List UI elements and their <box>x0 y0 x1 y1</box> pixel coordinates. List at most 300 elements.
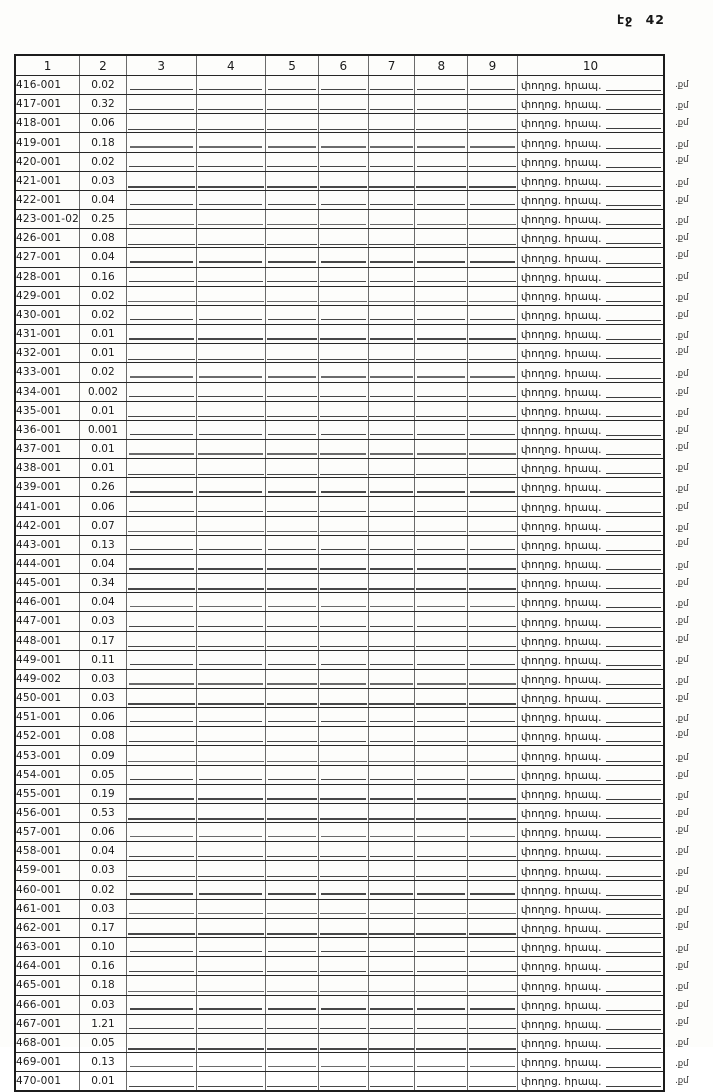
note-cell <box>517 497 664 516</box>
blank-dash <box>369 818 413 819</box>
empty-cell <box>318 190 368 209</box>
note-text: փողոց. հրապ. <box>520 252 602 265</box>
empty-cell <box>468 267 518 286</box>
empty-cell <box>415 918 468 937</box>
blank-dash <box>198 166 263 167</box>
unit-label: .քմ <box>675 118 689 129</box>
empty-cell <box>468 823 518 842</box>
blank-dash <box>469 933 516 934</box>
area-value-cell: 0.04 <box>80 593 127 612</box>
empty-cell <box>126 459 196 478</box>
note-underline <box>606 914 662 915</box>
note-cell <box>517 439 664 458</box>
area-value-cell: 0.53 <box>80 803 127 822</box>
empty-cell <box>318 459 368 478</box>
area-value-cell: 0.05 <box>80 765 127 784</box>
empty-cell <box>368 995 415 1014</box>
table-row <box>15 861 712 880</box>
parcel-code-cell: 465-001 <box>15 976 80 995</box>
empty-cell <box>196 1033 266 1052</box>
note-underline <box>606 492 662 493</box>
empty-cell <box>415 95 468 114</box>
empty-cell <box>415 267 468 286</box>
empty-cell <box>196 305 266 324</box>
blank-dash <box>320 798 366 799</box>
note-cell <box>517 746 664 765</box>
empty-cell <box>318 976 368 995</box>
empty-cell <box>318 1033 368 1052</box>
empty-cell <box>468 842 518 861</box>
blank-dash <box>320 281 366 282</box>
blank-dash <box>416 703 466 704</box>
note-cell <box>517 1072 664 1092</box>
blank-dash <box>198 626 263 627</box>
blank-dash <box>370 204 412 205</box>
empty-cell <box>196 554 266 573</box>
blank-dash <box>267 703 317 704</box>
empty-cell <box>318 823 368 842</box>
unit-label: .քմ <box>675 233 689 244</box>
unit-label: .քմ <box>675 961 689 972</box>
blank-dash <box>417 281 466 282</box>
empty-cell <box>415 478 468 497</box>
table-row <box>15 267 712 286</box>
unit-label: .քմ <box>675 693 689 704</box>
parcel-code-cell: 457-001 <box>15 823 80 842</box>
empty-cell <box>415 938 468 957</box>
parcel-code-cell: 429-001 <box>15 286 80 305</box>
blank-dash <box>320 568 366 569</box>
blank-dash <box>417 798 466 799</box>
empty-cell <box>468 554 518 573</box>
blank-dash <box>470 951 515 952</box>
empty-cell <box>415 325 468 344</box>
unit-label: .քմ <box>675 424 689 435</box>
empty-cell <box>266 535 319 554</box>
empty-cell <box>266 631 319 650</box>
note-text: փողոց. հրապ. <box>520 827 602 840</box>
empty-cell <box>318 516 368 535</box>
note-underline <box>606 109 662 110</box>
parcel-code-cell: 420-001 <box>15 152 80 171</box>
note-text: փողոց. հրապ. <box>520 520 602 533</box>
note-underline <box>606 550 662 551</box>
note-text: փողոց. հրապ. <box>520 195 602 208</box>
blank-dash <box>370 1028 413 1029</box>
blank-dash <box>199 491 262 492</box>
area-value-cell: 0.01 <box>80 325 127 344</box>
blank-dash <box>320 301 367 302</box>
empty-cell <box>126 229 196 248</box>
empty-cell <box>468 497 518 516</box>
note-cell <box>517 286 664 305</box>
blank-dash <box>370 376 412 377</box>
empty-cell <box>368 535 415 554</box>
blank-dash <box>268 664 316 665</box>
unit-label: .քմ <box>675 80 689 91</box>
note-underline <box>606 1010 662 1011</box>
note-cell <box>517 382 664 401</box>
blank-dash <box>469 913 515 914</box>
note-cell <box>517 765 664 784</box>
empty-cell <box>415 899 468 918</box>
empty-cell <box>415 286 468 305</box>
note-underline <box>606 167 662 168</box>
note-cell <box>517 516 664 535</box>
blank-dash <box>370 549 412 550</box>
empty-cell <box>368 689 415 708</box>
note-underline <box>606 971 662 972</box>
area-value-cell: 0.02 <box>80 305 127 324</box>
parcel-code-cell: 416-001 <box>15 76 80 95</box>
empty-cell <box>415 401 468 420</box>
parcel-code-cell: 430-001 <box>15 305 80 324</box>
parcel-code-cell: 448-001 <box>15 631 80 650</box>
blank-dash <box>199 434 262 435</box>
empty-cell <box>318 554 368 573</box>
empty-cell <box>126 612 196 631</box>
column-header-9: 9 <box>468 55 518 76</box>
table-row <box>15 631 712 650</box>
blank-dash <box>199 1066 262 1067</box>
unit-label: .քմ <box>675 944 689 955</box>
empty-cell <box>415 689 468 708</box>
table-row <box>15 554 712 573</box>
empty-cell <box>415 746 468 765</box>
blank-dash <box>129 166 194 167</box>
column-header-10: 10 <box>517 55 664 76</box>
note-cell <box>517 918 664 937</box>
empty-cell <box>368 171 415 190</box>
blank-dash <box>469 1086 515 1087</box>
table-row <box>15 478 712 497</box>
blank-dash <box>369 1048 413 1049</box>
empty-cell <box>368 516 415 535</box>
blank-dash <box>469 416 516 417</box>
empty-cell <box>196 918 266 937</box>
area-value-cell: 0.03 <box>80 995 127 1014</box>
note-underline <box>606 856 662 857</box>
blank-dash <box>416 818 466 819</box>
blank-dash <box>267 396 316 397</box>
empty-cell <box>126 823 196 842</box>
empty-cell <box>368 899 415 918</box>
empty-cell <box>126 535 196 554</box>
blank-dash <box>370 1066 412 1067</box>
note-cell <box>517 171 664 190</box>
empty-cell <box>318 1052 368 1071</box>
unit-label: .քմ <box>675 1016 689 1027</box>
area-value-cell: 0.32 <box>80 95 127 114</box>
blank-dash <box>321 721 366 722</box>
blank-dash <box>320 991 367 992</box>
note-underline <box>606 454 662 455</box>
note-cell <box>517 1052 664 1071</box>
parcel-code-cell: 433-001 <box>15 363 80 382</box>
blank-dash <box>198 109 263 110</box>
table-row <box>15 190 712 209</box>
empty-cell <box>196 344 266 363</box>
empty-cell <box>196 727 266 746</box>
note-cell <box>517 823 664 842</box>
area-value-cell: 0.03 <box>80 689 127 708</box>
empty-cell <box>196 133 266 152</box>
blank-dash <box>370 338 413 339</box>
empty-cell <box>196 267 266 286</box>
blank-dash <box>469 588 516 589</box>
empty-cell <box>318 631 368 650</box>
empty-cell <box>368 842 415 861</box>
blank-dash <box>321 319 366 320</box>
blank-dash <box>268 1008 316 1009</box>
unit-label: .քմ <box>675 1037 689 1048</box>
unit-label: .քմ <box>675 537 689 548</box>
blank-dash <box>321 204 366 205</box>
unit-label: .քմ <box>675 195 689 206</box>
note-text: փողոց. հրապ. <box>520 405 602 418</box>
note-underline <box>606 876 662 877</box>
parcel-code-cell: 427-001 <box>15 248 80 267</box>
area-value-cell: 0.06 <box>80 823 127 842</box>
note-text: փողոց. հրապ. <box>520 137 602 150</box>
empty-cell <box>318 746 368 765</box>
empty-cell <box>368 248 415 267</box>
table-row <box>15 746 712 765</box>
blank-dash <box>199 836 262 837</box>
note-text: փողոց. հրապ. <box>520 674 602 686</box>
empty-cell <box>468 612 518 631</box>
unit-label: .քմ <box>675 309 689 320</box>
blank-dash <box>198 359 265 360</box>
blank-dash <box>198 129 265 130</box>
empty-cell <box>266 459 319 478</box>
blank-dash <box>267 338 316 339</box>
column-header-7: 7 <box>368 55 415 76</box>
blank-dash <box>129 281 194 282</box>
empty-cell <box>468 899 518 918</box>
parcel-code-cell: 423-001-02 <box>15 210 80 229</box>
blank-dash <box>267 359 317 360</box>
blank-dash <box>469 818 516 819</box>
table-row <box>15 957 712 976</box>
note-text: փողոց. հրապ. <box>520 482 602 495</box>
blank-dash <box>417 204 465 205</box>
empty-cell <box>318 535 368 554</box>
parcel-code-cell: 451-001 <box>15 708 80 727</box>
blank-dash <box>320 703 367 704</box>
blank-dash <box>320 588 367 589</box>
blank-dash <box>469 359 516 360</box>
empty-cell <box>196 765 266 784</box>
note-cell <box>517 957 664 976</box>
note-text: փողոց. հրապ. <box>520 348 602 361</box>
blank-dash <box>198 186 265 187</box>
blank-dash <box>198 281 263 282</box>
table-header <box>15 55 712 76</box>
unit-label: .քմ <box>675 250 689 261</box>
blank-dash <box>198 1048 265 1049</box>
empty-cell <box>368 765 415 784</box>
empty-cell <box>468 976 518 995</box>
blank-dash <box>267 166 316 167</box>
parcel-code-cell: 463-001 <box>15 938 80 957</box>
blank-dash <box>469 798 515 799</box>
blank-dash <box>417 626 466 627</box>
blank-dash <box>130 376 193 377</box>
empty-cell <box>126 1052 196 1071</box>
blank-dash <box>267 1028 316 1029</box>
blank-dash <box>198 338 263 339</box>
note-underline <box>606 435 662 436</box>
blank-dash <box>267 761 317 762</box>
blank-dash <box>199 664 262 665</box>
note-cell <box>517 1014 664 1033</box>
note-underline <box>606 607 662 608</box>
empty-cell <box>196 439 266 458</box>
blank-dash <box>370 281 413 282</box>
empty-cell <box>196 535 266 554</box>
table-row <box>15 535 712 554</box>
blank-dash <box>469 761 516 762</box>
note-text: փողոց. հրապ. <box>520 214 602 227</box>
empty-cell <box>318 842 368 861</box>
blank-dash <box>321 893 366 894</box>
unit-label: .քմ <box>675 1076 689 1087</box>
blank-dash <box>198 1028 263 1029</box>
blank-dash <box>370 683 413 684</box>
empty-cell <box>368 1072 415 1092</box>
parcel-code-cell: 456-001 <box>15 803 80 822</box>
empty-cell <box>368 784 415 803</box>
blank-dash <box>417 319 465 320</box>
table-row <box>15 133 712 152</box>
blank-dash <box>416 416 466 417</box>
empty-cell <box>415 1052 468 1071</box>
area-value-cell: 0.04 <box>80 842 127 861</box>
empty-cell <box>468 631 518 650</box>
note-underline <box>606 952 662 953</box>
blank-dash <box>128 1048 195 1049</box>
unit-label: .քմ <box>675 999 689 1010</box>
unit-label: .քմ <box>675 386 689 397</box>
area-value-cell: 0.09 <box>80 746 127 765</box>
blank-dash <box>470 1008 515 1009</box>
empty-cell <box>468 420 518 439</box>
unit-label: .քմ <box>675 905 689 916</box>
empty-cell <box>266 976 319 995</box>
empty-cell <box>318 918 368 937</box>
area-value-cell: 0.06 <box>80 497 127 516</box>
empty-cell <box>415 784 468 803</box>
blank-dash <box>267 416 317 417</box>
note-text: փողոց. հրապ. <box>520 808 602 821</box>
area-value-cell: 0.18 <box>80 133 127 152</box>
empty-cell <box>266 554 319 573</box>
blank-dash <box>267 876 317 877</box>
unit-label: .քմ <box>675 675 689 686</box>
blank-dash <box>267 798 316 799</box>
note-text: փողոց. հրապ. <box>520 539 602 552</box>
table-row <box>15 363 712 382</box>
note-text: փողոց. հրապ. <box>520 290 602 303</box>
note-cell <box>517 995 664 1014</box>
empty-cell <box>266 171 319 190</box>
empty-cell <box>318 344 368 363</box>
blank-dash <box>369 301 413 302</box>
note-underline <box>606 1029 662 1030</box>
empty-cell <box>318 1014 368 1033</box>
note-text: փողոց. հրապ. <box>520 271 602 284</box>
blank-dash <box>416 876 466 877</box>
empty-cell <box>468 995 518 1014</box>
empty-cell <box>126 325 196 344</box>
empty-cell <box>468 880 518 899</box>
empty-cell <box>126 842 196 861</box>
area-value-cell: 0.03 <box>80 171 127 190</box>
empty-cell <box>468 593 518 612</box>
blank-dash <box>320 474 367 475</box>
empty-cell <box>368 669 415 688</box>
note-underline <box>606 512 662 513</box>
empty-cell <box>126 305 196 324</box>
empty-cell <box>126 1072 196 1092</box>
note-cell <box>517 784 664 803</box>
empty-cell <box>318 420 368 439</box>
area-value-cell: 0.13 <box>80 535 127 554</box>
note-text: փողոց. հրապ. <box>520 923 602 936</box>
note-text: փողոց. հրապ. <box>520 597 602 610</box>
unit-label: .քմ <box>675 578 689 589</box>
blank-dash <box>199 779 262 780</box>
empty-cell <box>126 497 196 516</box>
blank-dash <box>470 721 515 722</box>
note-underline <box>606 933 662 934</box>
note-text: փողոց. հրապ. <box>520 999 602 1012</box>
blank-dash <box>417 491 465 492</box>
blank-dash <box>417 338 466 339</box>
empty-cell <box>196 459 266 478</box>
table-row <box>15 765 712 784</box>
table-row <box>15 1033 712 1052</box>
blank-dash <box>369 761 413 762</box>
empty-cell <box>266 650 319 669</box>
blank-dash <box>267 186 317 187</box>
parcel-code-cell: 426-001 <box>15 229 80 248</box>
parcel-code-cell: 434-001 <box>15 382 80 401</box>
blank-dash <box>321 434 366 435</box>
blank-dash <box>199 204 262 205</box>
blank-dash <box>198 511 263 512</box>
blank-dash <box>369 703 413 704</box>
parcel-code-cell: 436-001 <box>15 420 80 439</box>
empty-cell <box>266 133 319 152</box>
unit-label: .քմ <box>675 633 689 644</box>
note-underline <box>606 205 662 206</box>
note-underline <box>606 895 662 896</box>
empty-cell <box>415 708 468 727</box>
blank-dash <box>130 779 193 780</box>
empty-cell <box>415 727 468 746</box>
parcel-code-cell: 459-001 <box>15 861 80 880</box>
table-row <box>15 803 712 822</box>
empty-cell <box>368 823 415 842</box>
table-row <box>15 497 712 516</box>
parcel-code-cell: 422-001 <box>15 190 80 209</box>
unit-label: .քմ <box>675 752 689 763</box>
empty-cell <box>266 1014 319 1033</box>
area-value-cell: 1.21 <box>80 1014 127 1033</box>
area-value-cell: 0.16 <box>80 957 127 976</box>
